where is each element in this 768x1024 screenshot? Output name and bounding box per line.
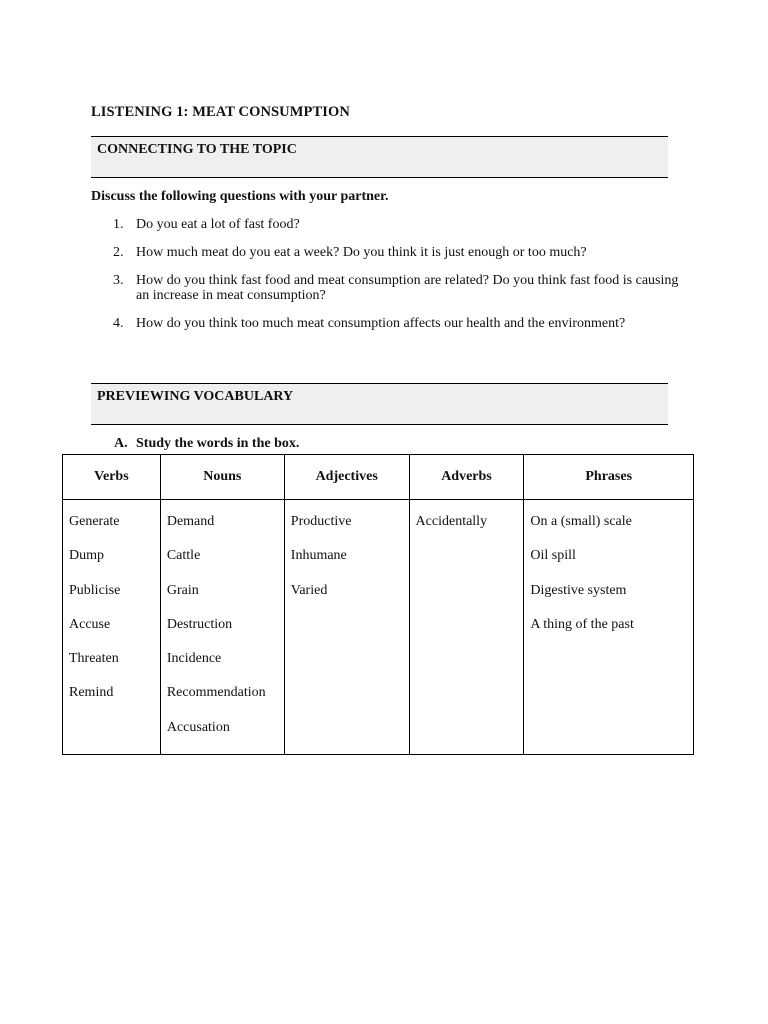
vocabulary-table <box>62 454 694 755</box>
question-text: How do you think fast food and meat consumption are related? Do you think fast food is causing an increase in meat consumption? <box>136 273 679 303</box>
vocabulary-task <box>114 436 299 452</box>
question-number: 3. <box>113 273 124 288</box>
vocabulary-section-title: PREVIEWING VOCABULARY <box>97 389 294 404</box>
nouns-cell <box>160 500 284 755</box>
connecting-section-header <box>91 136 668 178</box>
column-header-adverbs: Adverbs <box>409 455 524 500</box>
vocab-word: Accuse <box>69 616 111 632</box>
vocab-word: Threaten <box>69 651 119 667</box>
question-item <box>91 316 691 331</box>
vocab-word: On a (small) scale <box>530 514 632 529</box>
column-header-nouns: Nouns <box>160 455 284 500</box>
discussion-instruction: Discuss the following questions with your partner. <box>91 189 389 204</box>
column-header-phrases: Phrases <box>524 455 694 500</box>
column-header-adjectives: Adjectives <box>284 455 409 500</box>
vocab-word: Cattle <box>166 548 201 564</box>
question-item <box>91 273 691 303</box>
question-number: 1. <box>113 217 124 232</box>
vocab-word: Productive <box>290 514 352 529</box>
vocab-word: Oil spill <box>530 548 576 564</box>
verbs-cell <box>63 500 161 755</box>
question-item <box>91 245 691 260</box>
vocab-word: Publicise <box>69 582 121 598</box>
vocab-word: Remind <box>69 685 114 701</box>
vocab-word: Varied <box>290 582 328 598</box>
question-number: 2. <box>113 245 124 260</box>
page-title: LISTENING 1: MEAT CONSUMPTION <box>91 104 350 120</box>
vocab-word: Demand <box>166 514 215 529</box>
vocab-word: Destruction <box>166 616 233 632</box>
vocab-word: Accusation <box>166 719 230 735</box>
vocab-word: Dump <box>69 548 104 564</box>
vocab-word: Generate <box>69 514 120 529</box>
phrases-cell <box>524 500 694 755</box>
task-letter: A. <box>114 436 128 451</box>
vocab-word: Accidentally <box>415 514 488 529</box>
table-header-row <box>63 455 694 500</box>
adjectives-cell <box>284 500 409 755</box>
question-text: Do you eat a lot of fast food? <box>136 217 300 232</box>
question-number: 4. <box>113 316 124 331</box>
vocab-word: Grain <box>166 582 199 598</box>
task-text: Study the words in the box. <box>136 436 300 451</box>
vocab-word: Incidence <box>166 651 222 667</box>
vocab-word: Inhumane <box>290 548 347 564</box>
question-list <box>91 217 691 344</box>
table-row <box>63 500 694 755</box>
vocab-word: Recommendation <box>166 685 266 701</box>
vocab-word: A thing of the past <box>530 616 634 632</box>
question-text: How do you think too much meat consumption affects our health and the environment? <box>136 316 626 331</box>
adverbs-cell <box>409 500 524 755</box>
question-text: How much meat do you eat a week? Do you think it is just enough or too much? <box>136 245 587 260</box>
question-item <box>91 217 691 232</box>
column-header-verbs: Verbs <box>63 455 161 500</box>
connecting-section-title: CONNECTING TO THE TOPIC <box>97 142 297 157</box>
vocabulary-section-header <box>91 383 668 425</box>
vocab-word: Digestive system <box>530 582 627 598</box>
